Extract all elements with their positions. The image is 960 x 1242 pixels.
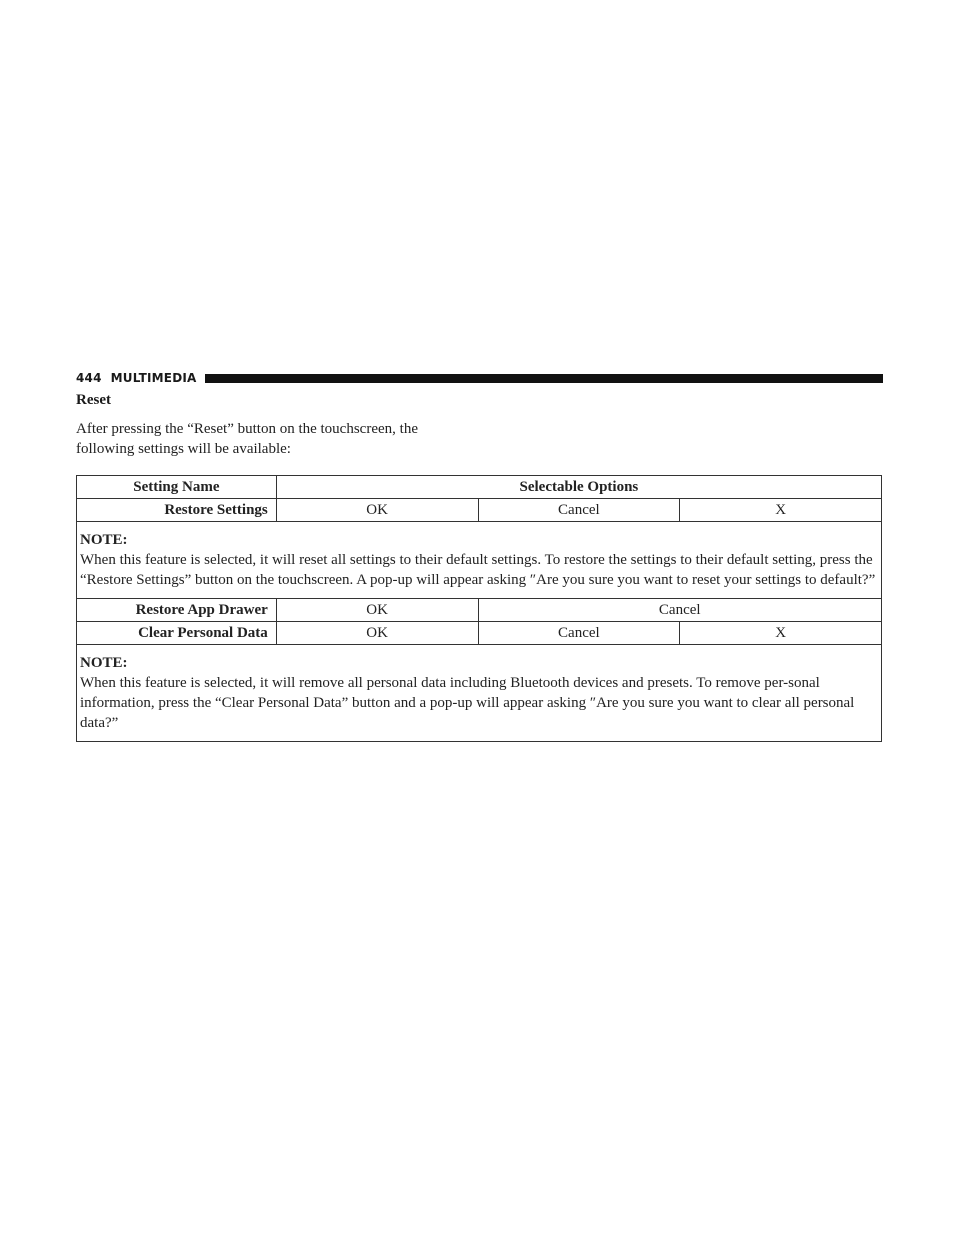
option-ok: OK (276, 622, 478, 645)
section-title: MULTIMEDIA (110, 371, 197, 385)
table-row-restore-app-drawer (77, 599, 882, 622)
option-ok: OK (276, 499, 478, 522)
column-header-setting-name: Setting Name (77, 476, 277, 499)
option-x: X (680, 499, 882, 522)
header-rule (205, 374, 883, 383)
page-header (76, 370, 883, 386)
setting-name-restore-app-drawer: Restore App Drawer (77, 599, 277, 622)
note-label: NOTE: (80, 532, 128, 548)
table-row-note-clear-personal-data (77, 645, 882, 742)
note-text: When this feature is selected, it will reset all settings to their default settings. To restore the settings to their default setting, press the “Restore Settings” button on the touchscreen. A pop-up will appear asking ″Are you sure you want to reset your settings to default?” (80, 552, 876, 588)
table-row-note-restore-settings (77, 522, 882, 599)
page-number: 444 (76, 371, 102, 385)
column-header-selectable-options: Selectable Options (276, 476, 881, 499)
note-text: When this feature is selected, it will remove all personal data including Bluetooth devices and presets. To remove per-sonal information, press the “Clear Personal Data” button and a pop-up will appear asking ″Are you sure you want to clear all personal data?” (80, 675, 855, 731)
note-cell (77, 645, 882, 742)
settings-table (76, 475, 882, 742)
note-cell (77, 522, 882, 599)
option-cancel: Cancel (478, 599, 882, 622)
table-header-row (77, 476, 882, 499)
table-row-clear-personal-data (77, 622, 882, 645)
option-cancel: Cancel (478, 499, 680, 522)
note-label: NOTE: (80, 655, 128, 671)
option-cancel: Cancel (478, 622, 680, 645)
intro-paragraph: After pressing the “Reset” button on the touchscreen, the following settings will be available: (76, 421, 418, 457)
table-row-restore-settings (77, 499, 882, 522)
option-ok: OK (276, 599, 478, 622)
section-heading: Reset (76, 392, 111, 408)
setting-name-restore-settings: Restore Settings (77, 499, 277, 522)
setting-name-clear-personal-data: Clear Personal Data (77, 622, 277, 645)
option-x: X (680, 622, 882, 645)
